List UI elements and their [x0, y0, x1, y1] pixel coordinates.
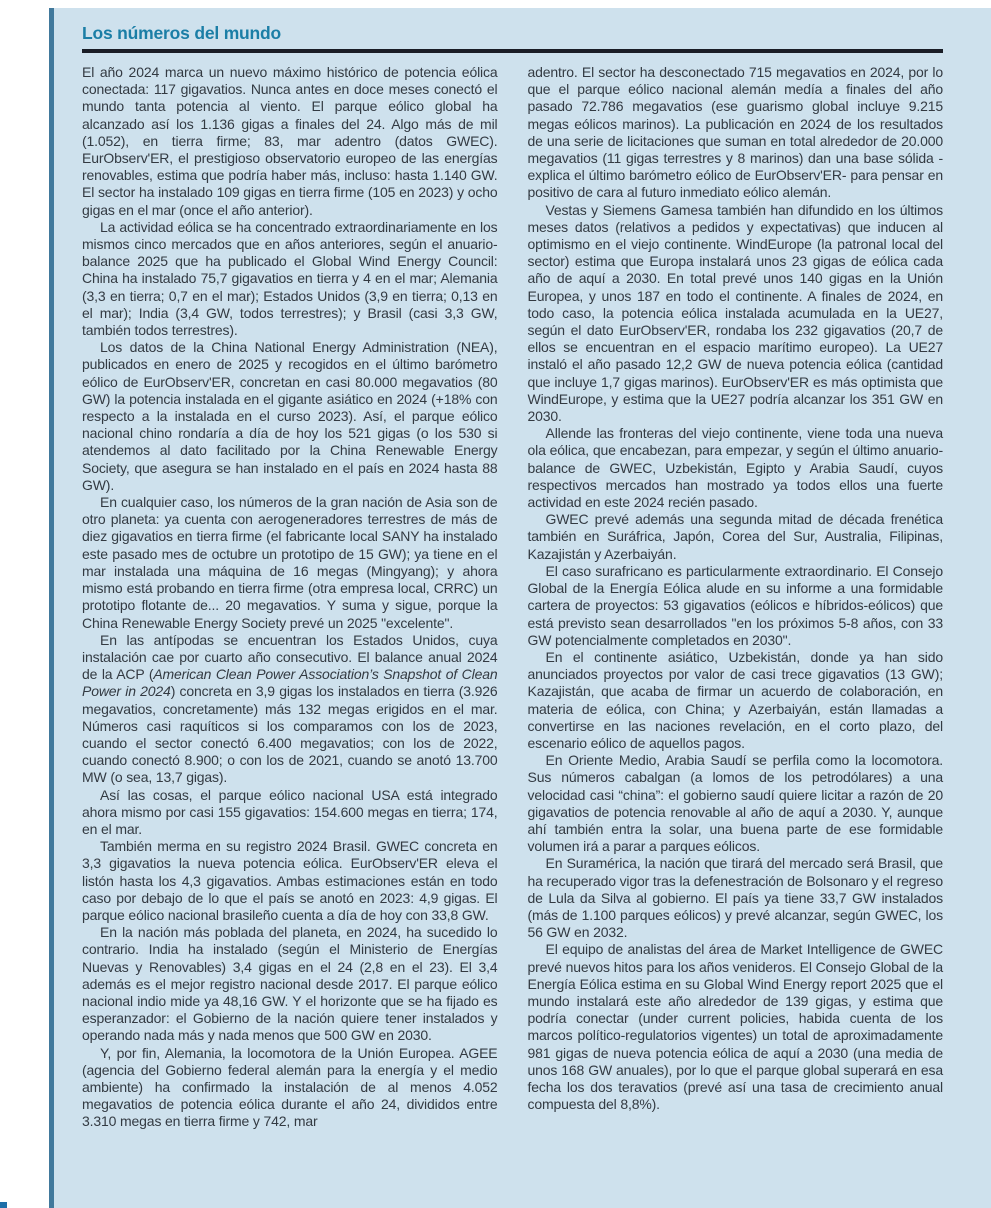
paragraph	[528, 202, 944, 426]
paragraph	[82, 1045, 498, 1131]
paragraph	[82, 219, 498, 339]
article-panel	[49, 8, 991, 1208]
body-text: En cualquier caso, los números de la gran nación de Asia son de otro planeta: ya cuenta con aerogeneradores terrestres de más de diez gigavatios en tierra firme (el fabricante local SANY ha instalado este pasado mes de octubre un prototipo de 15 GW); ya tiene en el mar instalada una máquina de 16 megas (Mingyang); y ahora mismo está probando en tierra firme (otra empresa local, CRRC) un prototipo flotante de... 20 megavatios. Y suma y sigue, porque la China Renewable Energy Society prevé un 2025 "excelente".	[82, 494, 498, 631]
body-text: La actividad eólica se ha concentrado extraordinariamente en los mismos cinco mercados que en años anteriores, según el anuario-balance 2025 que ha publicado el Global Wind Energy Council: China ha instalado 75,7 gigavatios en tierra y 4 en el mar; Alemania (3,3 en tierra; 0,7 en el mar); Estados Unidos (3,9 en tierra; 0,13 en el mar); India (3,4 GW, todos terrestres); y Brasil (casi 3,3 GW, también todos terrestres).	[82, 218, 498, 339]
body-text: En las antípodas se encuentran los Estados Unidos, cuya instalación cae por cuarto año consecutivo. El balance anual 2024 de la ACP (	[82, 631, 498, 683]
body-text: Allende las fronteras del viejo continente, viene toda una nueva ola eólica, que encabezan, para empezar, y según el último anuario-balance de GWEC, Uzbekistán, Egipto y Arabia Saudí, cuyos respectivos mercados han mostrado ya todos ellos una fuerte actividad en este 2024 recién pasado.	[527, 425, 943, 511]
title-underline	[82, 49, 943, 53]
article-inner	[54, 8, 991, 1208]
body-text: ) concreta en 3,9 gigas los instalados en tierra (3.926 megavatios, concretamente) más 132 megas erigidos en el mar. Números casi raquíticos si los comparamos con los de 2023, cuando el sector conectó 6.400 megavatios; con los de 2022, cuando conectó 8.900; o con los de 2021, cuando se anotó 13.700 MW (o sea, 13,7 gigas).	[82, 683, 498, 786]
body-text: El caso surafricano es particularmente extraordinario. El Consejo Global de la Energía Eólica alude en su informe a una formidable cartera de proyectos: 53 gigavatios (eólicos e híbridos-eólicos) que está previsto sean desarrollados "en los próximos 5-8 años, con 33 GW potencialmente completados en 2030".	[527, 562, 943, 648]
paragraph	[528, 855, 944, 941]
paragraph	[528, 941, 944, 1113]
paragraph	[528, 752, 944, 855]
article-column-right	[528, 64, 944, 1131]
corner-accent	[0, 1202, 7, 1208]
body-text: Vestas y Siemens Gamesa también han difundido en los últimos meses datos (relativos a pedidos y expectativas) que inducen al optimismo en el viejo continente. WindEurope (la patronal local del sector) estima que Europa instalará unos 23 gigas de eólica cada año de aquí a 2030. En total prevé unos 140 gigas en la Unión Europea, y unos 187 en todo el continente. A finales de 2024, en todo caso, la potencia eólica instalada acumulada en la UE27, según el dato EurObserv'ER, rondaba los 232 gigavatios (20,7 de ellos se encuentran en el espacio marítimo europeo). La UE27 instaló el año pasado 12,2 GW de nueva potencia eólica (cantidad que incluye 1,7 gigas marinos). EurObserv'ER es más optimista que WindEurope, y estima que la UE27 podría alcanzar los 351 GW en 2030.	[527, 201, 943, 425]
body-text: Y, por fin, Alemania, la locomotora de la Unión Europea. AGEE (agencia del Gobierno federal alemán para la energía y el medio ambiente) ha confirmado la instalación de al menos 4.052 megavatios de potencia eólica durante el año 24, divididos entre 3.310 megas en tierra firme y 742, mar	[82, 1044, 498, 1130]
body-text: GWEC prevé además una segunda mitad de década frenética también en Suráfrica, Japón, Corea del Sur, Australia, Filipinas, Kazajistán y Azerbaiyán.	[527, 511, 943, 562]
article-body	[82, 64, 943, 1131]
body-text: El equipo de analistas del área de Market Intelligence de GWEC prevé nuevos hitos para los años venideros. El Consejo Global de la Energía Eólica estima en su Global Wind Energy report 2025 que el mundo instalará este año alrededor de 139 gigas, y estima que podría conectar (under current policies, habida cuenta de los marcos político-regulatorios vigentes) un total de aproximadamente 981 gigas de nueva potencia eólica de aquí a 2030 (una media de unos 168 GW anuales), por lo que el parque global superará en esa fecha los dos teravatios (prevé así una tasa de crecimiento anual compuesta del 8,8%).	[527, 941, 943, 1113]
article-column-left	[82, 64, 498, 1131]
paragraph	[82, 494, 498, 632]
body-text: También merma en su registro 2024 Brasil. GWEC concreta en 3,3 gigavatios la nueva potencia eólica. EurObserv'ER eleva el listón hasta los 4,3 gigavatios. Ambas estimaciones están en todo caso por debajo de lo que el país se anotó en 2023: 4,9 gigas. El parque eólico nacional brasileño cuenta a día de hoy con 33,8 GW.	[82, 838, 498, 923]
paragraph	[82, 787, 498, 839]
body-text: En Suramérica, la nación que tirará del mercado será Brasil, que ha recuperado vigor tras la defenestración de Bolsonaro y el regreso de Lula da Silva al gobierno. El país ya tiene 33,7 GW instalados (más de 1.100 parques eólicos) y prevé alcanzar, según GWEC, los 56 GW en 2032.	[527, 855, 943, 941]
paragraph	[528, 425, 944, 511]
paragraph	[528, 563, 944, 649]
paragraph	[528, 511, 944, 563]
body-text: adentro. El sector ha desconectado 715 megavatios en 2024, por lo que el parque eólico nacional alemán medía a finales del año pasado 72.786 megavatios (ese guarismo global incluye 9.215 megas eólicos marinos). La publicación en 2024 de los resultados de una serie de licitaciones que suman en total alrededor de 20.000 megavatios (11 gigas terrestres y 8 marinos) dan una base sólida -explica el último barómetro eólico de EurObserv'ER- para pensar en positivo de cara al futuro inmediato eólico alemán.	[527, 64, 943, 201]
body-text: En Oriente Medio, Arabia Saudí se perfila como la locomotora. Sus números cabalgan (a lomos de los petrodólares) a una velocidad casi “china”: el gobierno saudí quiere licitar a razón de 20 gigavatios de potencia renovable al año de aquí a 2030. Y, aunque ahí también entra la solar, una buena parte de ese formidable volumen irá a parar a parques eólicos.	[527, 752, 943, 855]
body-text: En el continente asiático, Uzbekistán, donde ya han sido anunciados proyectos por valor de casi trece gigavatios (13 GW); Kazajistán, que acaba de firmar un acuerdo de colaboración, en materia de eólica, con China; y Azerbaiyán, están llamadas a convertirse en las naciones revelación, en el corto plazo, del escenario eólico de aquellos pagos.	[527, 648, 943, 751]
body-text: Los datos de la China National Energy Administration (NEA), publicados en enero de 2025 y recogidos en el último barómetro eólico de EurObserv'ER, concretan en casi 80.000 megavatios (80 GW) la potencia instalada en el gigante asiático en 2024 (+18% con respecto a la instalada en el curso 2023). Así, el parque eólico nacional chino rondaría a día de hoy los 521 gigas (o los 530 si atendemos al dato facilitado por la China Renewable Energy Society, que asegura se han instalado en el país en 2024 hasta 88 GW).	[82, 339, 498, 493]
page-title: Los números del mundo	[82, 23, 282, 43]
paragraph	[528, 649, 944, 752]
paragraph	[528, 64, 944, 202]
body-text: El año 2024 marca un nuevo máximo histórico de potencia eólica conectada: 117 gigavatios. Nunca antes en doce meses conectó el mundo tanta potencia al viento. El parque eólico global ha alcanzado así los 1.136 gigas a finales del 24. Algo más de mil (1.052), en tierra firme; 83, mar adentro (datos GWEC). EurObserv'ER, el prestigioso observatorio europeo de las energías renovables, estima que podría haber más, incluso: hasta 1.140 GW. El sector ha instalado 109 gigas en tierra firme (105 en 2023) y ocho gigas en el mar (once el año anterior).	[82, 64, 498, 218]
body-text: Así las cosas, el parque eólico nacional USA está integrado ahora mismo por casi 155 gigavatios: 154.600 megas en tierra; 174, en el mar.	[82, 786, 498, 837]
paragraph	[82, 64, 498, 219]
body-text: En la nación más poblada del planeta, en 2024, ha sucedido lo contrario. India ha instalado (según el Ministerio de Energías Nuevas y Renovables) 3,4 gigas en el 24 (2,8 en el 23). El 3,4 además es el mejor registro nacional desde 2017. El parque eólico nacional indio mide ya 48,16 GW. Y el horizonte que se ha fijado es esperanzador: el Gobierno de la nación quiere tener instalados y operando nada más y nada menos que 500 GW en 2030.	[82, 924, 498, 1044]
paragraph	[82, 924, 498, 1044]
paragraph	[82, 632, 498, 787]
paragraph	[82, 838, 498, 924]
paragraph	[82, 339, 498, 494]
italic-text: American Clean Power Association’s Snapshot of Clean Power in 2024	[82, 666, 498, 700]
